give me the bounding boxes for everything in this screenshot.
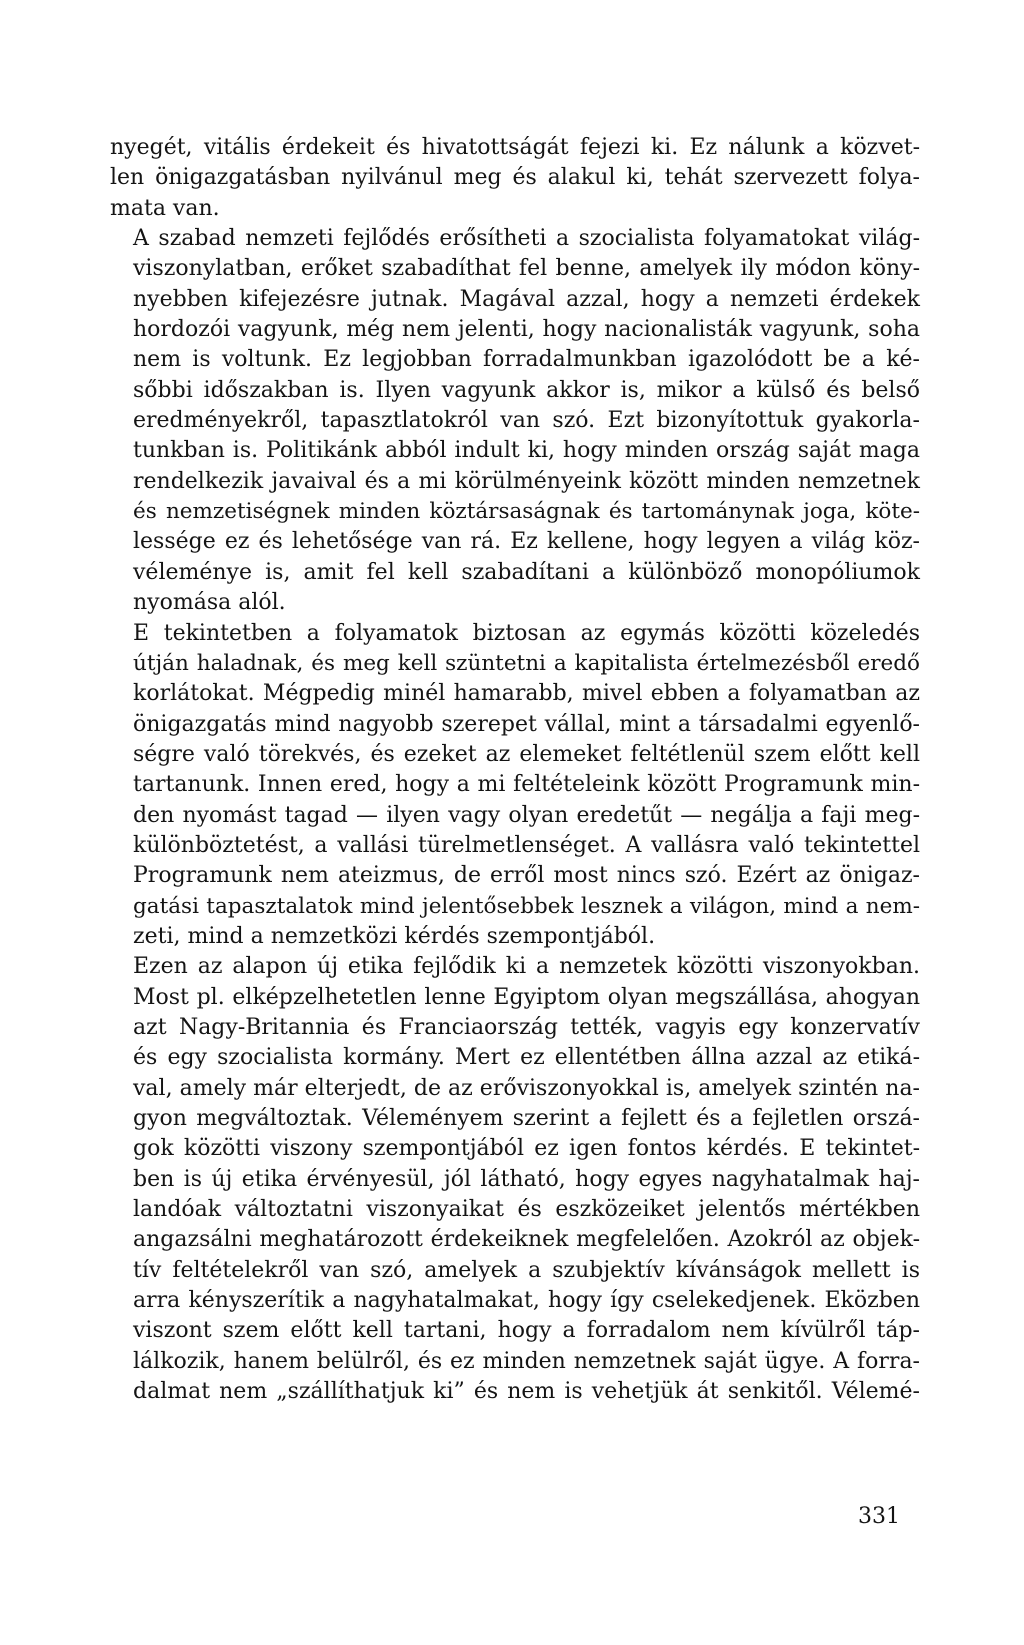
text-line: tunkban is. Politikánk abból indult ki, hogy minden ország saját maga [133,438,920,464]
paragraph [110,619,920,953]
text-line: lessége ez és lehetősége van rá. Ez kellene, hogy legyen a világ köz- [133,529,920,555]
text-line: útján haladnak, és meg kell szüntetni a kapitalista értelmezésből eredő [133,650,920,676]
text-line: gyon megváltoztak. Véleményem szerint a fejlett és a fejletlen orszá- [133,1106,920,1131]
text-line: Programunk nem ateizmus, de erről most nincs szó. Ezért az önigaz- [133,863,920,889]
text-line: zeti, mind a nemzetközi kérdés szempontjából. [133,923,656,949]
page-body [110,133,920,1407]
text-line: E tekintetben a folyamatok biztosan az egymás közötti közeledés [133,620,920,646]
text-line: nyegét, vitális érdekeit és hivatottságát fejezi ki. Ez nálunk a közvet- [110,135,920,160]
text-line: hordozói vagyunk, még nem jelenti, hogy nacionalisták vagyunk, soha [133,317,920,343]
text-line: angazsálni meghatározott érdekeiknek megfelelően. Azokról az objek- [133,1227,920,1253]
text-line: Most pl. elképzelhetetlen lenne Egyiptom olyan megszállása, ahogyan [133,984,920,1010]
text-line: ben is új etika érvényesül, jól látható, hogy egyes nagyhatalmak haj- [133,1166,920,1192]
text-line: nem is voltunk. Ez legjobban forradalmunkban igazolódott be a ké- [133,347,920,373]
text-line: önigazgatás mind nagyobb szerepet vállal, mint a társadalmi egyenlő- [133,711,920,737]
text-line: lálkozik, hanem belülről, és ez minden nemzetnek saját ügye. A forra- [133,1348,920,1374]
text-line: arra kényszerítik a nagyhatalmakat, hogy így cselekedjenek. Eközben [133,1288,920,1314]
text-line: viszont szem előtt kell tartani, hogy a forradalom nem kívülről táp- [133,1318,920,1344]
paragraph [110,952,920,1407]
text-line: gok közötti viszony szempontjából ez igen fontos kérdés. E tekintet- [133,1136,920,1162]
text-line: val, amely már elterjedt, de az erőviszonyokkal is, amelyek szintén na- [133,1075,920,1101]
paragraph [110,224,920,618]
text-line: tartanunk. Innen ered, hogy a mi feltételeink között Programunk min- [133,772,920,798]
text-line: sőbbi időszakban is. Ilyen vagyunk akkor is, mikor a külső és belső [133,377,920,403]
text-line: Ezen az alapon új etika fejlődik ki a nemzetek közötti viszonyokban. [133,954,920,980]
text-line: rendelkezik javaival és a mi körülményeink között minden nemzetnek [133,468,920,494]
text-line: A szabad nemzeti fejlődés erősítheti a szocialista folyamatokat világ- [133,226,920,252]
text-line: és nemzetiségnek minden köztársaságnak és tartománynak joga, köte- [133,499,920,525]
text-line: len önigazgatásban nyilvánul meg és alakul ki, tehát szervezett folya- [110,165,920,191]
text-line: korlátokat. Mégpedig minél hamarabb, mivel ebben a folyamatban az [133,681,920,707]
text-line: dalmat nem „szállíthatjuk ki” és nem is vehetjük át senkitől. Vélemé- [133,1379,920,1405]
text-line: viszonylatban, erőket szabadíthat fel benne, amelyek ily módon köny- [133,256,920,282]
text-line: mata van. [110,195,220,221]
text-line: ségre való törekvés, és ezeket az elemeket feltétlenül szem előtt kell [133,741,920,767]
text-line: nyomása alól. [133,590,286,616]
text-line: tív feltételekről van szó, amelyek a szubjektív kívánságok mellett is [133,1257,920,1283]
text-line: azt Nagy-Britannia és Franciaország tették, vagyis egy konzervatív [133,1014,920,1040]
text-line: den nyomást tagad — ilyen vagy olyan eredetűt — negálja a faji meg- [133,802,920,828]
text-line: eredményekről, tapasztlatokról van szó. Ezt bizonyítottuk gyakorla- [133,408,920,434]
text-line: és egy szocialista kormány. Mert ez ellentétben állna azzal az etiká- [133,1045,920,1071]
page-number: 331 [858,1504,900,1529]
text-line: nyebben kifejezésre jutnak. Magával azzal, hogy a nemzeti érdekek [133,286,920,312]
text-line: landóak változtatni viszonyaikat és eszközeiket jelentős mértékben [133,1197,920,1223]
text-line: különböztetést, a vallási türelmetlenséget. A vallásra való tekintettel [133,832,920,858]
text-line: véleménye is, amit fel kell szabadítani a különböző monopóliumok [133,559,920,585]
paragraph [110,133,920,224]
text-line: gatási tapasztalatok mind jelentősebbek lesznek a világon, mind a nem- [133,893,920,919]
